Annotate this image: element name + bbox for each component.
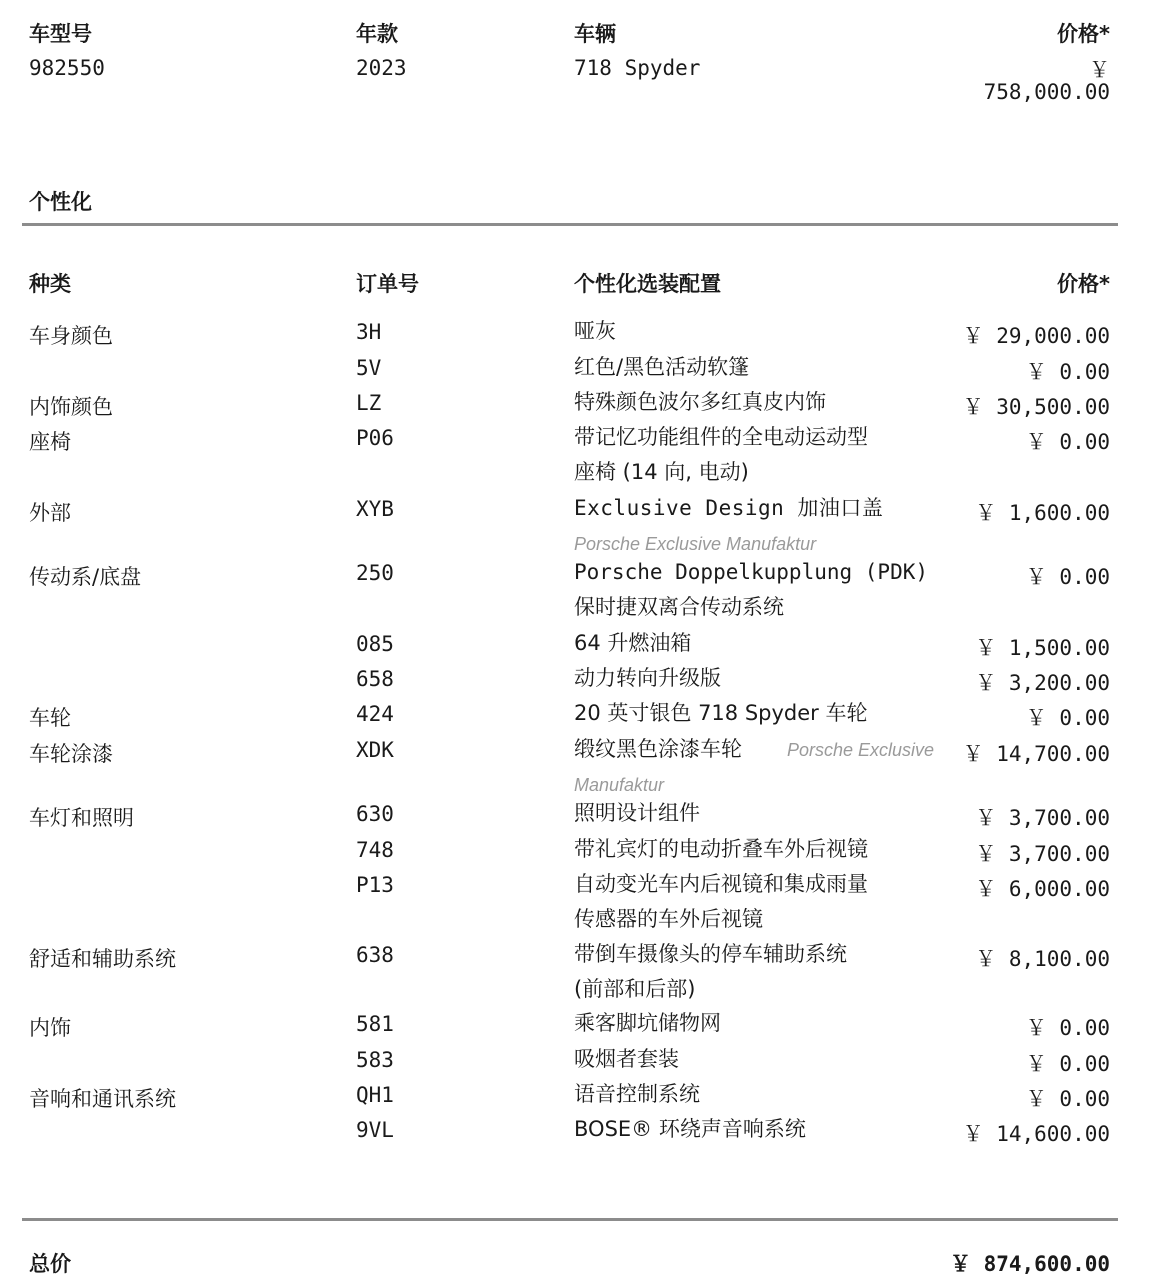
row-category: 内饰颜色 bbox=[29, 395, 113, 419]
row-code: 250 bbox=[356, 561, 394, 585]
row-code: 085 bbox=[356, 632, 394, 656]
model-value: 982550 bbox=[29, 56, 105, 80]
row-option: 语音控制系统 bbox=[574, 1082, 700, 1106]
row-option-subtitle: Manufaktur bbox=[574, 775, 665, 795]
row-category: 车轮涂漆 bbox=[29, 742, 113, 766]
row-price: ￥ 14,600.00 bbox=[962, 1122, 1110, 1146]
row-price: ￥ 3,700.00 bbox=[975, 842, 1110, 866]
total-label: 总价 bbox=[29, 1252, 71, 1276]
row-price: ￥ 0.00 bbox=[1025, 565, 1110, 589]
row-option-line2: 保时捷双离合传动系统 bbox=[574, 595, 784, 619]
row-category: 舒适和辅助系统 bbox=[29, 947, 176, 971]
section-title: 个性化 bbox=[29, 190, 92, 214]
col-header-order-no: 订单号 bbox=[356, 272, 419, 296]
row-option: 自动变光车内后视镜和集成雨量 bbox=[574, 872, 868, 896]
row-code: P13 bbox=[356, 873, 394, 897]
row-code: QH1 bbox=[356, 1083, 394, 1107]
row-option: 照明设计组件 bbox=[574, 801, 700, 825]
row-option: 动力转向升级版 bbox=[574, 666, 721, 690]
year-value: 2023 bbox=[356, 56, 407, 80]
row-code: 658 bbox=[356, 667, 394, 691]
row-category: 内饰 bbox=[29, 1016, 71, 1040]
row-price: ￥ 0.00 bbox=[1025, 706, 1110, 730]
row-option-line2: 座椅 (14 向, 电动) bbox=[574, 460, 749, 484]
row-option-subtitle: Porsche Exclusive Manufaktur bbox=[574, 534, 817, 554]
row-category: 座椅 bbox=[29, 430, 71, 454]
row-price: ￥ 0.00 bbox=[1025, 1016, 1110, 1040]
col-header-option: 个性化选装配置 bbox=[574, 272, 721, 296]
row-code: P06 bbox=[356, 426, 394, 450]
row-code: 638 bbox=[356, 943, 394, 967]
price-currency: ￥ bbox=[1089, 58, 1110, 82]
row-code: 3H bbox=[356, 320, 382, 344]
row-price: ￥ 3,200.00 bbox=[975, 671, 1110, 695]
price-label: 价格* bbox=[1057, 22, 1110, 46]
row-price: ￥ 0.00 bbox=[1025, 1052, 1110, 1076]
row-price: ￥ 3,700.00 bbox=[975, 806, 1110, 830]
row-option: 特殊颜色波尔多红真皮内饰 bbox=[574, 390, 826, 414]
row-option: 缎纹黑色涂漆车轮 bbox=[574, 737, 742, 761]
row-category: 车灯和照明 bbox=[29, 806, 134, 830]
row-category: 车轮 bbox=[29, 706, 71, 730]
row-code: XDK bbox=[356, 738, 394, 762]
row-option: 红色/黑色活动软篷 bbox=[574, 355, 750, 379]
row-option-line2: 传感器的车外后视镜 bbox=[574, 907, 763, 931]
row-price: ￥ 8,100.00 bbox=[975, 947, 1110, 971]
row-option: 带倒车摄像头的停车辅助系统 bbox=[574, 942, 847, 966]
row-option-subtitle-inline: Porsche Exclusive bbox=[787, 740, 935, 760]
model-label: 车型号 bbox=[29, 22, 92, 46]
row-option: 带礼宾灯的电动折叠车外后视镜 bbox=[574, 837, 868, 861]
row-option-line2: (前部和后部) bbox=[574, 977, 696, 1001]
row-option: 64 升燃油箱 bbox=[574, 631, 692, 655]
vehicle-label: 车辆 bbox=[574, 22, 616, 46]
row-price: ￥ 0.00 bbox=[1025, 1087, 1110, 1111]
row-option: Porsche Doppelkupplung (PDK) bbox=[574, 560, 929, 584]
row-option: BOSE® 环绕声音响系统 bbox=[574, 1117, 806, 1141]
row-code: 583 bbox=[356, 1048, 394, 1072]
row-price: ￥ 29,000.00 bbox=[962, 324, 1110, 348]
row-option: Exclusive Design 加油口盖 bbox=[574, 496, 884, 520]
row-price: ￥ 0.00 bbox=[1025, 430, 1110, 454]
total-divider bbox=[22, 1218, 1118, 1221]
row-code: LZ bbox=[356, 391, 382, 415]
row-category: 传动系/底盘 bbox=[29, 565, 142, 589]
total-value: ￥ 874,600.00 bbox=[949, 1252, 1110, 1276]
row-price: ￥ 30,500.00 bbox=[962, 395, 1110, 419]
row-option: 哑灰 bbox=[574, 319, 616, 343]
row-code: 9VL bbox=[356, 1118, 394, 1142]
price-value: 758,000.00 bbox=[983, 80, 1110, 104]
row-option: 20 英寸银色 718 Spyder 车轮 bbox=[574, 701, 868, 725]
row-code: 581 bbox=[356, 1012, 394, 1036]
row-option: 乘客脚坑储物网 bbox=[574, 1011, 721, 1035]
row-price: ￥ 14,700.00 bbox=[962, 742, 1110, 766]
row-option: 带记忆功能组件的全电动运动型 bbox=[574, 425, 868, 449]
row-code: 748 bbox=[356, 838, 394, 862]
col-header-category: 种类 bbox=[29, 272, 71, 296]
row-price: ￥ 0.00 bbox=[1025, 360, 1110, 384]
vehicle-value: 718 Spyder bbox=[574, 56, 701, 80]
row-category: 音响和通讯系统 bbox=[29, 1087, 176, 1111]
section-divider bbox=[22, 223, 1118, 226]
year-label: 年款 bbox=[356, 22, 398, 46]
row-code: 424 bbox=[356, 702, 394, 726]
row-price: ￥ 1,500.00 bbox=[975, 636, 1110, 660]
row-category: 车身颜色 bbox=[29, 324, 113, 348]
row-price: ￥ 6,000.00 bbox=[975, 877, 1110, 901]
col-header-price: 价格* bbox=[1057, 272, 1110, 296]
row-category: 外部 bbox=[29, 501, 71, 525]
row-option: 吸烟者套装 bbox=[574, 1047, 679, 1071]
row-price: ￥ 1,600.00 bbox=[975, 501, 1110, 525]
row-code: 630 bbox=[356, 802, 394, 826]
row-code: XYB bbox=[356, 497, 394, 521]
row-code: 5V bbox=[356, 356, 382, 380]
